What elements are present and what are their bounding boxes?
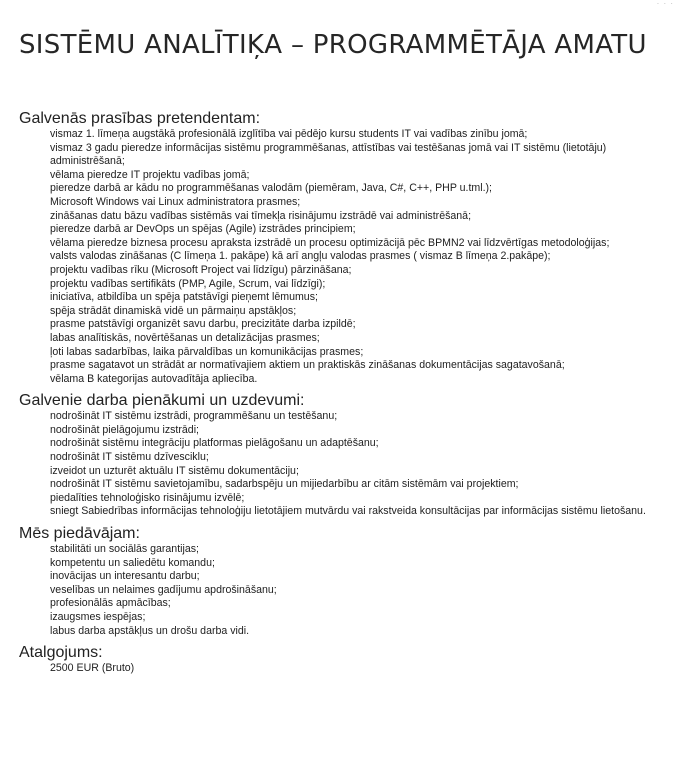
list-item: nodrošināt IT sistēmu dzīvesciklu;	[50, 451, 209, 464]
list-item: projektu vadības rīku (Microsoft Project vai līdzīgu) pārzināšana;	[50, 263, 352, 276]
list-item: nodrošināt sistēmu integrāciju platformas pielāgošanu un adaptēšanu;	[50, 437, 379, 450]
duties-list	[19, 410, 669, 519]
list-item: pieredze darbā ar kādu no programmēšanas valodām (piemēram, Java, C#, C++, PHP u.tml.);	[50, 182, 493, 195]
list-item: projektu vadības sertifikāts (PMP, Agile, Scrum, vai līdzīgi);	[50, 277, 326, 290]
section-salary	[19, 644, 669, 676]
list-item: vēlama B kategorijas autovadītāja apliecība.	[50, 372, 258, 385]
list-item: prasme sagatavot un strādāt ar normatīvajiem aktiem un praktiskās zināšanas dokumentācijas sagatavošanā;	[50, 359, 565, 372]
list-item: vēlama pieredze IT projektu vadības jomā;	[50, 168, 250, 181]
list-item: vēlama pieredze biznesa procesu apraksta izstrādē un procesu optimizācijā pēc BPMN2 vai līdzvērtīgas metodoloģijas;	[50, 236, 610, 249]
list-item: kompetentu un saliedētu komandu;	[50, 556, 215, 569]
list-item: profesionālās apmācības;	[50, 597, 171, 610]
list-item: nodrošināt IT sistēmu savietojamību, sadarbspēju un mijiedarbību ar citām sistēmām vai projektiem;	[50, 478, 519, 491]
list-item: piedalīties tehnoloģisko risinājumu izvēlē;	[50, 491, 245, 504]
list-item: nodrošināt IT sistēmu izstrādi, programmēšanu un testēšanu;	[50, 410, 338, 423]
list-item: prasme patstāvīgi organizēt savu darbu, precizitāte darba izpildē;	[50, 318, 356, 331]
posting-content	[19, 110, 669, 682]
section-offer	[19, 525, 669, 638]
list-item: iniciatīva, atbildība un spēja patstāvīgi pieņemt lēmumus;	[50, 291, 318, 304]
list-item: veselības un nelaimes gadījumu apdrošināšanu;	[50, 583, 277, 596]
list-item: Microsoft Windows vai Linux administratora prasmes;	[50, 195, 301, 208]
salary-value: 2500 EUR (Bruto)	[50, 662, 135, 675]
page-title: SISTĒMU ANALĪTIĶA – PROGRAMMĒTĀJA AMATU	[19, 30, 647, 60]
list-item: labus darba apstākļus un drošu darba vidi.	[50, 624, 250, 637]
salary-list	[19, 662, 669, 676]
offer-list	[19, 543, 669, 638]
list-item: vismaz 3 gadu pieredze informācijas sistēmu programmēšanas, attīstības vai testēšanas jomā vai IT sistēmu (lietotāju) administrēšanā;	[50, 141, 607, 168]
list-item: sniegt Sabiedrības informācijas tehnoloģiju lietotājiem mutvārdu vai rakstveida konsultācijas par informācijas sistēmu lietošanu.	[50, 505, 646, 518]
list-item: valsts valodas zināšanas (C līmeņa 1. pakāpe) kā arī angļu valodas prasmes ( vismaz B līmeņa 2.pakāpe);	[50, 250, 551, 263]
list-item: zināšanas datu bāzu vadības sistēmās vai tīmekļa risinājumu izstrādē vai administrēšanā;	[50, 209, 472, 222]
list-item: izaugsmes iespējas;	[50, 611, 146, 623]
section-requirements	[19, 110, 669, 386]
list-item: pieredze darbā ar DevOps un spējas (Agile) izstrādes principiem;	[50, 223, 356, 236]
section-heading-salary: Atalgojums:	[19, 644, 103, 662]
list-item: spēja strādāt dinamiskā vidē un pārmaiņu apstākļos;	[50, 304, 297, 317]
list-item: labas analītiskās, novērtēšanas un detalizācijas prasmes;	[50, 331, 320, 344]
list-item: ļoti labas sadarbības, laika pārvaldības un komunikācijas prasmes;	[50, 345, 364, 358]
requirements-list	[19, 128, 669, 386]
section-heading-offer: Mēs piedāvājam:	[19, 525, 140, 543]
list-item: vismaz 1. līmeņa augstākā profesionālā izglītība vai pēdējo kursu students IT vai vadības zinību jomā;	[50, 128, 528, 140]
list-item: inovācijas un interesantu darbu;	[50, 570, 200, 583]
section-heading-requirements: Galvenās prasības pretendentam:	[19, 110, 261, 127]
corner-mark: · · ·	[656, 0, 674, 8]
list-item: nodrošināt pielāgojumu izstrādi;	[50, 423, 199, 436]
section-heading-duties: Galvenie darba pienākumi un uzdevumi:	[19, 392, 305, 410]
list-item: izveidot un uzturēt aktuālu IT sistēmu dokumentāciju;	[50, 464, 299, 477]
section-duties	[19, 392, 669, 519]
list-item: stabilitāti un sociālās garantijas;	[50, 543, 199, 556]
